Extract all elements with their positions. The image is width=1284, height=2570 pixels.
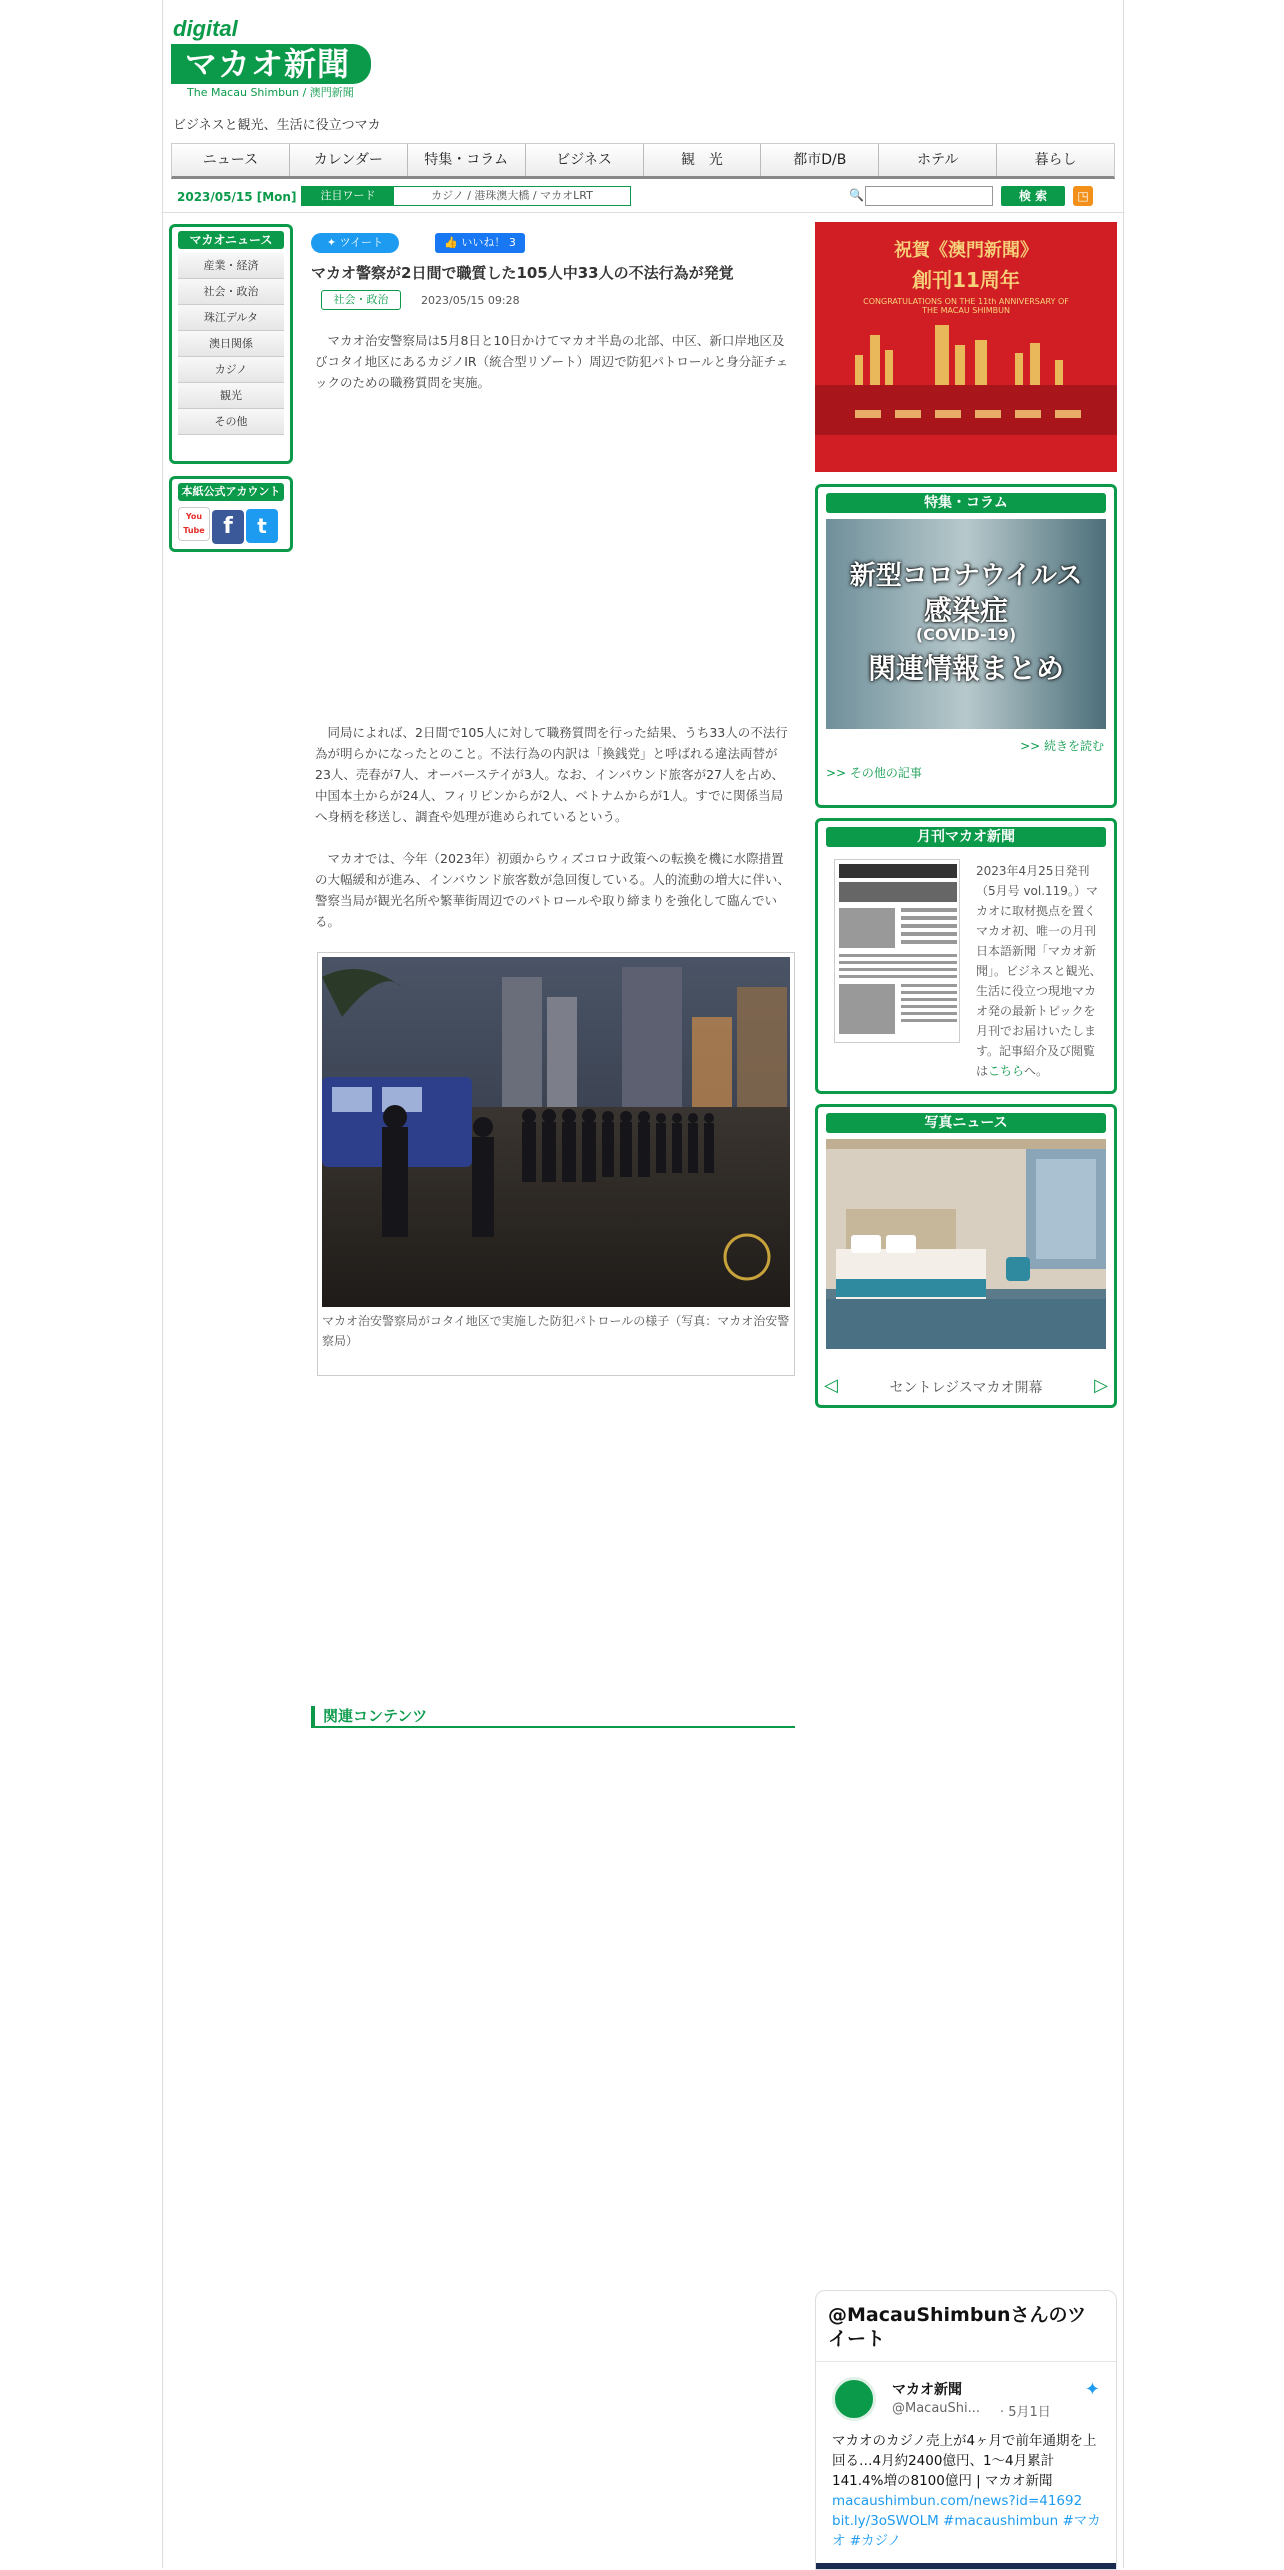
monthly-description	[976, 861, 1104, 1081]
anniversary-ad-banner[interactable]	[815, 222, 1117, 472]
logo-digital[interactable]: digital	[173, 18, 265, 40]
nav-item-features[interactable]: 特集・コラム	[408, 144, 526, 176]
sidebar-item-pearl-delta[interactable]: 珠江デルタ	[178, 305, 284, 331]
tweet-author-name[interactable]: マカオ新聞	[892, 2382, 962, 2398]
article-paragraph: マカオでは、今年（2023年）初頭からウィズコロナ政策への転換を機に水際措置の大幅緩和が進み、インバウンド旅客数が急回復している。人的流動の増大に伴い、警察当局が観光名所や繁華街周辺でのパトロールや取り締まりを強化して臨んでいる。	[315, 851, 790, 929]
covid-title-4: 関連情報まとめ	[867, 652, 1064, 685]
official-accounts	[169, 476, 293, 552]
page	[162, 0, 1124, 2568]
ad-congrats: CONGRATULATIONS ON THE 11th ANNIVERSARY OF	[863, 297, 1069, 306]
twitter-timeline-heading[interactable]: @MacauShimbunさんのツイート	[816, 2291, 1116, 2362]
sidebar-item-casino[interactable]: カジノ	[178, 357, 284, 383]
like-button-label: いいね！ 3	[461, 236, 516, 249]
tweet-date[interactable]: · 5月1日	[1000, 2405, 1051, 2420]
tweet-link[interactable]: macaushimbun.com/news?id=41692	[832, 2493, 1083, 2509]
ad-skyline-graphic	[815, 315, 1117, 435]
sidebar-item-society[interactable]: 社会・政治	[178, 279, 284, 305]
ad-congrats-2: THE MACAU SHIMBUN	[922, 306, 1010, 315]
sidebar-item-industry[interactable]: 産業・経済	[178, 253, 284, 279]
facebook-icon[interactable]: f	[212, 510, 244, 544]
nav-item-news[interactable]: ニュース	[172, 144, 290, 176]
patrol-photo[interactable]	[322, 957, 790, 1307]
nav-item-business[interactable]: ビジネス	[526, 144, 644, 176]
search-input[interactable]	[865, 186, 993, 206]
article-photo-figure	[317, 952, 795, 1376]
youtube-icon[interactable]: You Tube	[178, 507, 210, 541]
keyword-bar	[301, 186, 631, 206]
photo-news-box	[815, 1104, 1117, 1408]
prev-arrow-icon[interactable]: ◁	[824, 1375, 838, 1396]
article-paragraph: 同局によれば、2日間で105人に対して職務質問を行った結果、うち33人の不法行為が明らかになったとのこと。不法行為の内訳は「換銭党」と呼ばれる違法両替が23人、売春が7人、オーバーステイが3人。なお、インバウンド旅客が27人を占め、中国本土からが24人、フィリピンからが2人、ベトナムからが1人。すでに関係当局へ身柄を移送し、調査や処理が進められているという。	[315, 725, 788, 824]
photo-caption: マカオ治安警察局がコタイ地区で実施した防犯パトロールの様子（写真：マカオ治安警察局）	[322, 1314, 790, 1348]
tweet-button-label: ツイート	[339, 236, 384, 249]
nav-item-city-db[interactable]: 都市D/B	[761, 144, 879, 176]
sidebar-item-tourism[interactable]: 観光	[178, 383, 284, 409]
search-icon: 🔍	[849, 188, 864, 202]
keyword-label: 注目ワード	[302, 187, 394, 205]
monthly-title: 月刊マカオ新聞	[826, 827, 1106, 847]
category-badge[interactable]: 社会・政治	[321, 290, 401, 310]
tweet-text	[832, 2431, 1102, 2551]
search-button[interactable]: 検 索	[1001, 186, 1065, 206]
twitter-bird-icon: ✦	[1084, 2379, 1100, 2400]
ad-headline: 祝賀《澳門新聞》	[894, 240, 1038, 261]
official-accounts-title: 本紙公式アカウント	[178, 483, 284, 501]
covid-title-3: (COVID-19)	[915, 625, 1017, 644]
other-articles-link[interactable]: >> その他の記事	[826, 766, 922, 780]
tweet-button[interactable]	[311, 233, 399, 253]
photo-news-caption[interactable]: セントレジスマカオ開幕	[889, 1380, 1043, 1396]
twitter-timeline	[815, 2290, 1117, 2570]
ad-headline-2: 創刊11周年	[912, 268, 1020, 292]
sidebar-item-other[interactable]: その他	[178, 409, 284, 435]
twitter-bird-icon: ✦	[326, 236, 340, 249]
tweet-hashtags[interactable]: bit.ly/3oSWOLM #macaushimbun #マカオ #カジノ	[832, 2513, 1101, 2549]
nav-item-calendar[interactable]: カレンダー	[290, 144, 408, 176]
thumbs-up-icon: 👍	[444, 236, 462, 249]
photo-news-image[interactable]	[826, 1139, 1106, 1349]
article-title: マカオ警察が2日間で職質した105人中33人の不法行為が発覚	[311, 264, 734, 282]
covid-title-1: 新型コロナウイルス	[849, 561, 1083, 591]
tweet-media-preview[interactable]	[816, 2563, 1116, 2569]
like-button[interactable]	[435, 233, 525, 253]
tweet-author-handle[interactable]: @MacauShi...	[892, 2401, 981, 2416]
nav-item-living[interactable]: 暮らし	[1034, 152, 1077, 168]
sidebar-item-macau-japan[interactable]: 澳日関係	[178, 331, 284, 357]
read-more-link[interactable]: >> 続きを読む	[1020, 739, 1104, 753]
features-column-box	[815, 484, 1117, 808]
main-nav	[171, 143, 1115, 179]
keyword-links[interactable]: カジノ / 港珠澳大橋 / マカオLRT	[431, 189, 593, 202]
monthly-text: 2023年4月25日発刊（5月号 vol.119。）マカオに取材拠点を置くマカオ初、唯一の月刊日本語新聞「マカオ新聞」。ビジネスと観光、生活に役立つ現地マカオ発の最新トピックを月刊でお届けいたします。記事紹介及び閲覧は	[976, 864, 1102, 1078]
rss-icon[interactable]: ◳	[1073, 186, 1093, 206]
nav-item-hotel[interactable]: ホテル	[879, 144, 997, 176]
covid-title-2: 感染症	[923, 594, 1008, 627]
macau-news-menu	[169, 224, 293, 464]
header-divider	[163, 212, 1123, 213]
logo-subtitle: The Macau Shimbun / 澳門新聞	[187, 86, 354, 99]
monthly-link[interactable]: こちら	[988, 1064, 1025, 1078]
twitter-icon[interactable]: t	[246, 509, 278, 543]
next-arrow-icon[interactable]: ▷	[1094, 1375, 1108, 1396]
published-date: 2023/05/15 09:28	[421, 294, 520, 307]
monthly-end: へ。	[1024, 1064, 1049, 1078]
newspaper-cover-image[interactable]	[834, 859, 960, 1043]
site-tagline: ビジネスと観光、生活に役立つマカ	[173, 118, 381, 133]
photo-news-title: 写真ニュース	[826, 1113, 1106, 1133]
monthly-paper-box	[815, 818, 1117, 1094]
related-content-heading: 関連コンテンツ	[311, 1706, 795, 1728]
macau-news-title: マカオニュース	[178, 231, 284, 249]
covid-feature-image[interactable]	[826, 519, 1106, 729]
current-date: 2023/05/15 [Mon]	[177, 190, 297, 204]
nav-item-tourism[interactable]: 観 光	[644, 144, 762, 176]
features-title: 特集・コラム	[826, 493, 1106, 513]
tweet-body: マカオのカジノ売上が4ヶ月で前年通期を上回る…4月約2400億円、1〜4月累計141.4%増の8100億円 | マカオ新聞	[832, 2433, 1097, 2489]
avatar[interactable]	[832, 2377, 876, 2421]
article-paragraph: マカオ治安警察局は5月8日と10日かけてマカオ半島の北部、中区、新口岸地区及びコタイ地区にあるカジノIR（統合型リゾート）周辺で防犯パトロールと身分証チェックのための職務質問を実施。	[315, 333, 789, 390]
site-logo[interactable]: マカオ新聞	[171, 44, 371, 84]
